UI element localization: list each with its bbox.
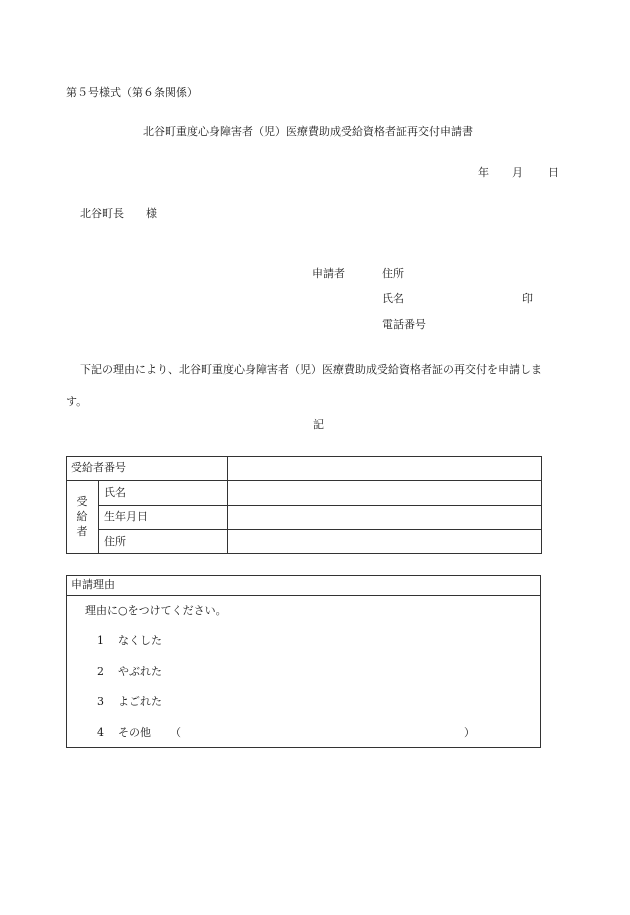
- reason-table: [66, 575, 541, 748]
- recipient-group-divider: [98, 480, 99, 554]
- recipient-birthdate-label: 生年月日: [104, 510, 148, 523]
- applicant-name-label: 氏名: [382, 292, 404, 305]
- reason-option-number: 2: [97, 665, 104, 678]
- recipient-number-label: 受給者番号: [71, 461, 126, 474]
- seal-label: 印: [522, 292, 533, 305]
- applicant-label: 申請者: [312, 267, 345, 280]
- reason-instruction: 理由に○をつけてください。: [85, 604, 227, 617]
- recipient-table-rule: [98, 505, 542, 506]
- reason-option-number: 4: [97, 726, 104, 739]
- recipient-name-label: 氏名: [104, 486, 126, 499]
- form-title: 北谷町重度心身障害者（児）医療費助成受給資格者証再交付申請書: [143, 125, 473, 138]
- date-month-label: 月: [512, 166, 523, 179]
- form-number: 第５号様式（第６条関係）: [66, 86, 198, 99]
- other-paren-close: ）: [464, 726, 475, 739]
- recipient-group-label: 受給者: [76, 495, 88, 538]
- ki-label: 記: [313, 418, 324, 431]
- applicant-phone-label: 電話番号: [382, 318, 426, 331]
- reason-option-number: 1: [97, 634, 104, 647]
- reason-table-rule: [66, 595, 541, 596]
- reason-option-other: その他: [118, 726, 151, 739]
- date-day-label: 日: [548, 166, 559, 179]
- reason-option-number: 3: [97, 695, 104, 708]
- reason-option-dirty: よごれた: [118, 695, 162, 708]
- body-text-line1: 下記の理由により、北谷町重度心身障害者（児）医療費助成受給資格者証の再交付を申請しま: [80, 363, 542, 376]
- applicant-address-label: 住所: [382, 267, 404, 280]
- addressee: 北谷町長 様: [80, 207, 157, 220]
- reason-option-lost: なくした: [118, 634, 162, 647]
- recipient-table-rule: [98, 529, 542, 530]
- reason-option-torn: やぶれた: [118, 665, 162, 678]
- date-year-label: 年: [478, 166, 489, 179]
- other-paren-open: （: [170, 726, 181, 739]
- recipient-table-rule: [66, 480, 542, 481]
- body-text-line2: す。: [66, 395, 88, 408]
- recipient-address-label: 住所: [104, 535, 126, 548]
- reason-header: 申請理由: [71, 578, 115, 591]
